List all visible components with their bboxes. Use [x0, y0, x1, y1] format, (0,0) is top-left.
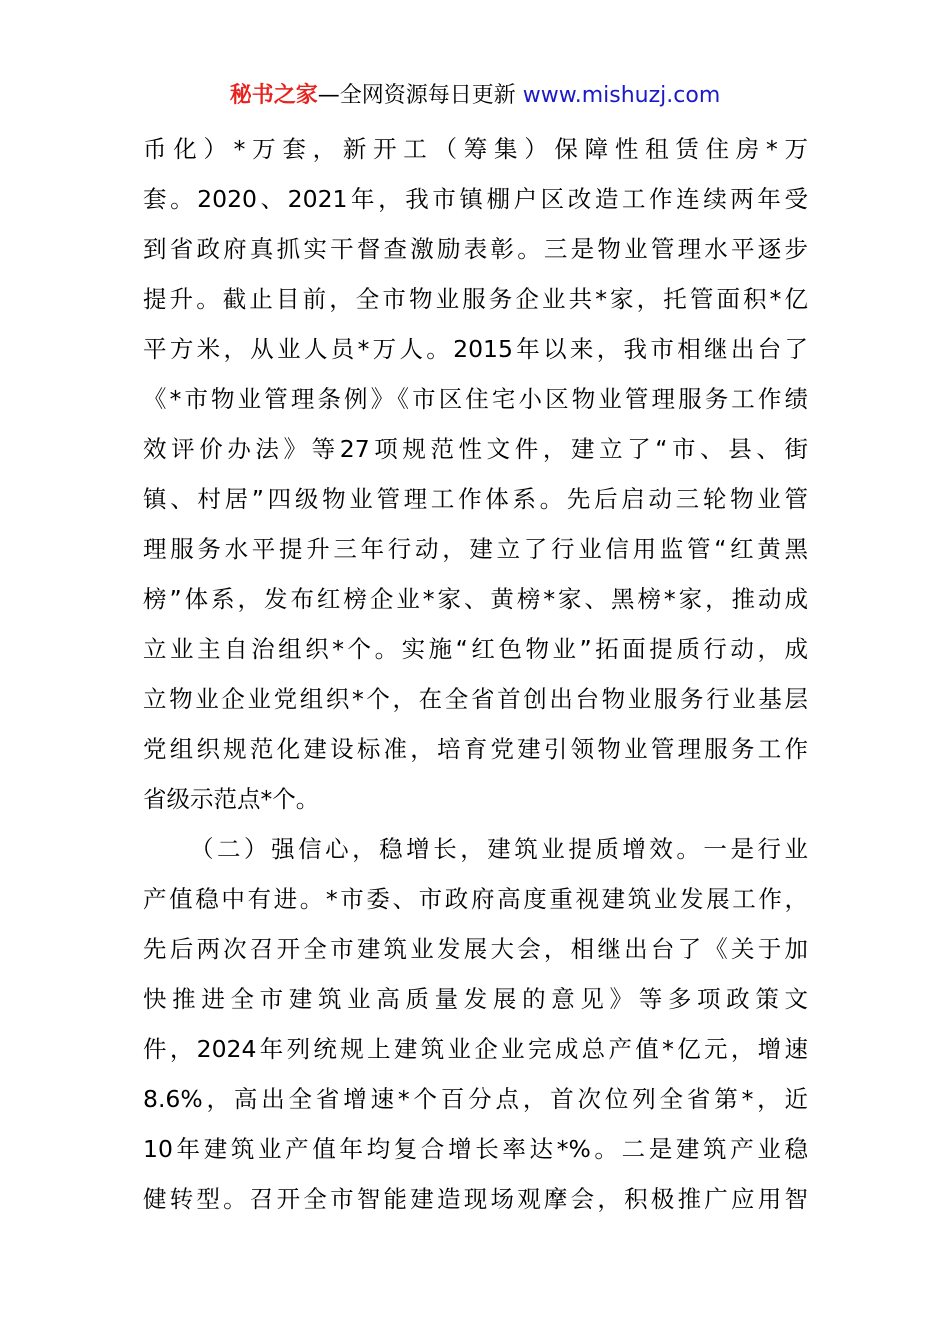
text-line: 党组织规范化建设标准，培育党建引领物业管理服务工作: [143, 735, 808, 763]
text-line: 产值稳中有进。*市委、市政府高度重视建筑业发展工作，: [143, 885, 808, 913]
site-tagline: —全网资源每日更新: [317, 83, 516, 108]
text-line: 到省政府真抓实干督查激励表彰。三是物业管理水平逐步: [143, 235, 808, 263]
text-line: 提升。截止目前，全市物业服务企业共*家，托管面积*亿: [143, 285, 808, 313]
text-line: 10年建筑业产值年均复合增长率达*%。二是建筑产业稳: [143, 1135, 808, 1163]
text-line: 效评价办法》等27项规范性文件，建立了“市、县、街: [143, 435, 808, 463]
text-line: 榜”体系，发布红榜企业*家、黄榜*家、黑榜*家，推动成: [143, 585, 808, 613]
paragraph-first-line: （二）强信心，稳增长，建筑业提质增效。一是行业: [190, 835, 808, 863]
document-body: [143, 131, 808, 1231]
site-brand: 秘书之家: [229, 83, 318, 108]
text-line: 件，2024年列统规上建筑业企业完成总产值*亿元，增速: [143, 1035, 808, 1063]
text-line: 立物业企业党组织*个，在全省首创出台物业服务行业基层: [143, 685, 808, 713]
site-url-link[interactable]: www.mishuzj.com: [522, 83, 721, 108]
text-line: 健转型。召开全市智能建造现场观摩会，积极推广应用智: [143, 1185, 808, 1213]
page-header: [0, 80, 950, 112]
text-line: 币化）*万套，新开工（筹集）保障性租赁住房*万: [143, 135, 808, 163]
text-line: 套。2020、2021年，我市镇棚户区改造工作连续两年受: [143, 185, 808, 213]
text-line: 理服务水平提升三年行动，建立了行业信用监管“红黄黑: [143, 535, 808, 563]
text-line: 《*市物业管理条例》《市区住宅小区物业管理服务工作绩: [143, 385, 808, 413]
text-line: 立业主自治组织*个。实施“红色物业”拓面提质行动，成: [143, 635, 808, 663]
text-line: 先后两次召开全市建筑业发展大会，相继出台了《关于加: [143, 935, 808, 963]
text-line: 快推进全市建筑业高质量发展的意见》等多项政策文: [143, 985, 808, 1013]
paragraph-last-line: 省级示范点*个。: [143, 785, 320, 813]
text-line: 平方米，从业人员*万人。2015年以来，我市相继出台了: [143, 335, 808, 363]
text-line: 8.6%，高出全省增速*个百分点，首次位列全省第*，近: [143, 1085, 808, 1113]
text-line: 镇、村居”四级物业管理工作体系。先后启动三轮物业管: [143, 485, 808, 513]
